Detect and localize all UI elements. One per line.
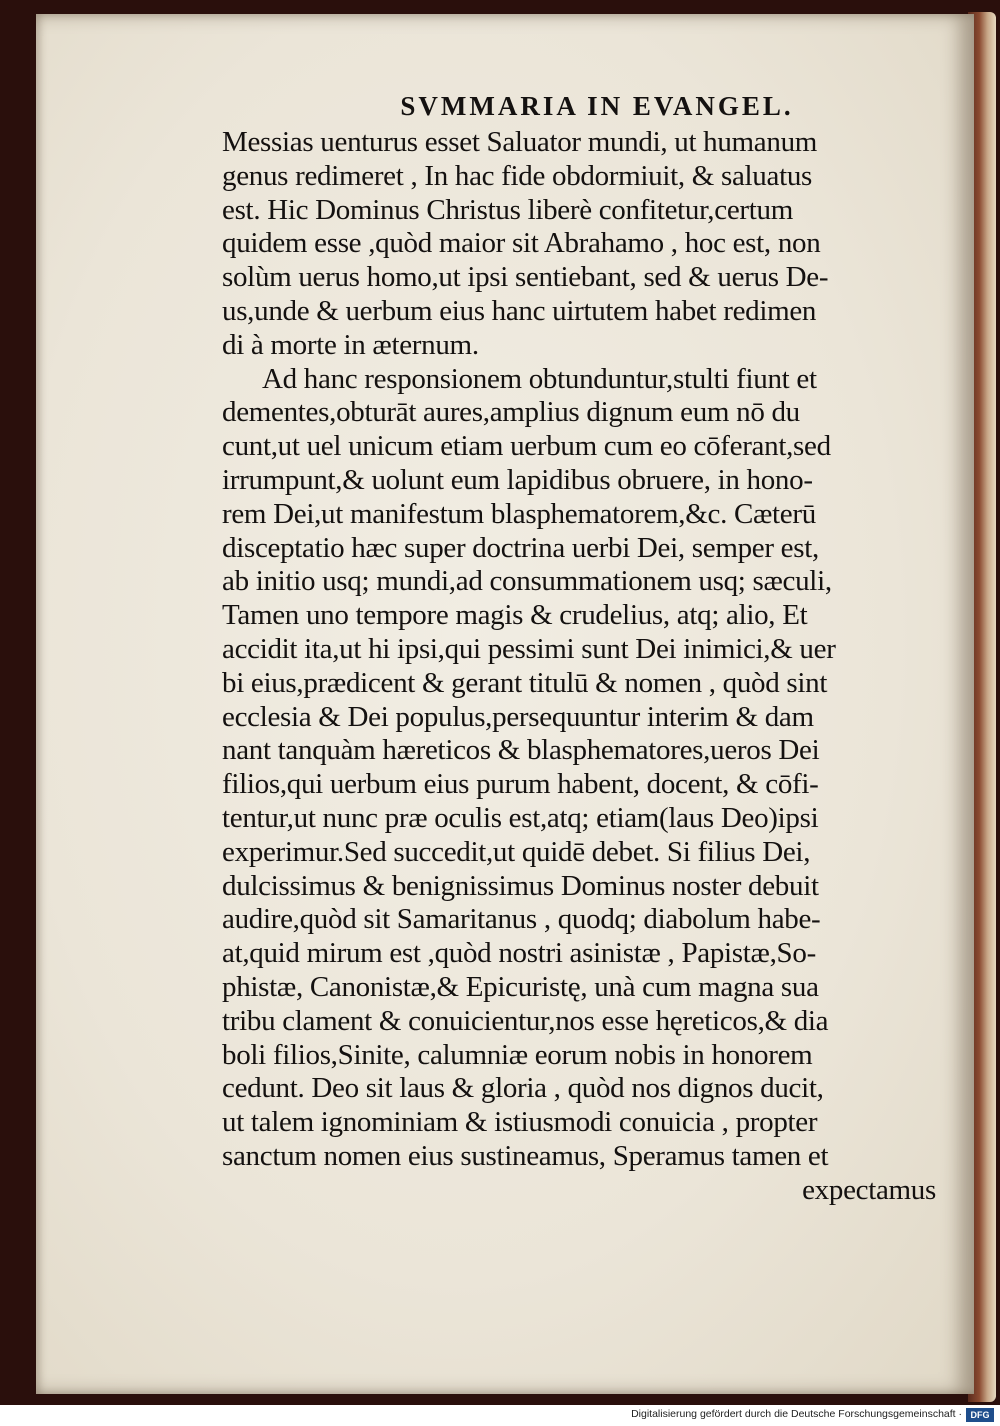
text-line: ab initio usq; mundi,ad consummationem usq; sæculi, bbox=[222, 565, 832, 598]
catchword: expectamus bbox=[802, 1173, 936, 1206]
text-line: nant tanquàm hæreticos & blasphematores,ueros Dei bbox=[222, 734, 820, 767]
text-line: Messias uenturus esset Saluator mundi, ut humanum bbox=[222, 126, 818, 158]
text-line: accidit ita,ut hi ipsi,qui pessimi sunt Dei inimici,& uer bbox=[222, 632, 836, 665]
text-line: dementes,obturāt aures,amplius dignum eum nō du bbox=[222, 396, 800, 429]
text-line: irrumpunt,& uolunt eum lapidibus obruere, in hono- bbox=[222, 463, 813, 496]
text-line: sanctum nomen eius sustineamus, Speramus tamen et bbox=[222, 1139, 829, 1172]
text-line: tentur,ut nunc præ oculis est,atq; etiam(laus Deo)ipsi bbox=[222, 801, 819, 834]
text-line: disceptatio hæc super doctrina uerbi Dei, semper est, bbox=[222, 531, 819, 564]
text-line: ecclesia & Dei populus,persequuntur interim & dam bbox=[222, 700, 814, 733]
text-line: us,unde & uerbum eius hanc uirtutem habet redimen bbox=[222, 294, 817, 327]
text-line: quidem esse ,quòd maior sit Abrahamo , hoc est, non bbox=[222, 227, 821, 260]
text-line: rem Dei,ut manifestum blasphematorem,&c. Cæterū bbox=[222, 497, 816, 530]
text-line: boli filios,Sinite, calumniæ eorum nobis in honorem bbox=[222, 1038, 813, 1071]
text-line: Tamen uno tempore magis & crudelius, atq; alio, Et bbox=[222, 599, 808, 632]
text-line: phistæ, Canonistæ,& Epicuristę, unà cum magna sua bbox=[222, 970, 819, 1003]
text-line: Ad hanc responsionem obtunduntur,stulti fiunt et bbox=[262, 362, 817, 395]
text-line: di à morte in æternum. bbox=[222, 328, 479, 361]
text-line: cedunt. Deo sit laus & gloria , quòd nos dignos ducit, bbox=[222, 1072, 824, 1105]
footer-bar bbox=[0, 1405, 1000, 1426]
funding-credit: Digitalisierung gefördert durch die Deutsche Forschungsgemeinschaft · bbox=[631, 1408, 962, 1420]
page-text-block bbox=[222, 86, 952, 1208]
text-line: cunt,ut uel unicum etiam uerbum cum eo cōferant,sed bbox=[222, 430, 831, 463]
text-line: bi eius,prædicent & gerant titulū & nomen , quòd sint bbox=[222, 666, 828, 699]
text-line: experimur.Sed succedit,ut quidē debet. Si filius Dei, bbox=[222, 835, 811, 868]
text-line: tribu clament & conuicientur,nos esse hęreticos,& dia bbox=[222, 1004, 829, 1037]
text-line: ut talem ignominiam & istiusmodi conuicia , propter bbox=[222, 1106, 818, 1139]
text-line: at,quid mirum est ,quòd nostri asinistæ , Papistæ,So- bbox=[222, 937, 816, 970]
text-line: solùm uerus homo,ut ipsi sentiebant, sed & uerus De- bbox=[222, 261, 829, 294]
text-line: genus redimeret , In hac fide obdormiuit, & saluatus bbox=[222, 159, 813, 192]
running-head: SVMMARIA IN EVANGEL. bbox=[400, 91, 794, 121]
text-line: dulcissimus & benignissimus Dominus noster debuit bbox=[222, 869, 819, 902]
text-line: filios,qui uerbum eius purum habent, docent, & cōfi- bbox=[222, 768, 819, 801]
text-line: est. Hic Dominus Christus liberè confitetur,certum bbox=[222, 193, 793, 226]
text-line: audire,quòd sit Samaritanus , quodq; diabolum habe- bbox=[222, 903, 821, 936]
dfg-logo: DFG bbox=[966, 1408, 994, 1422]
